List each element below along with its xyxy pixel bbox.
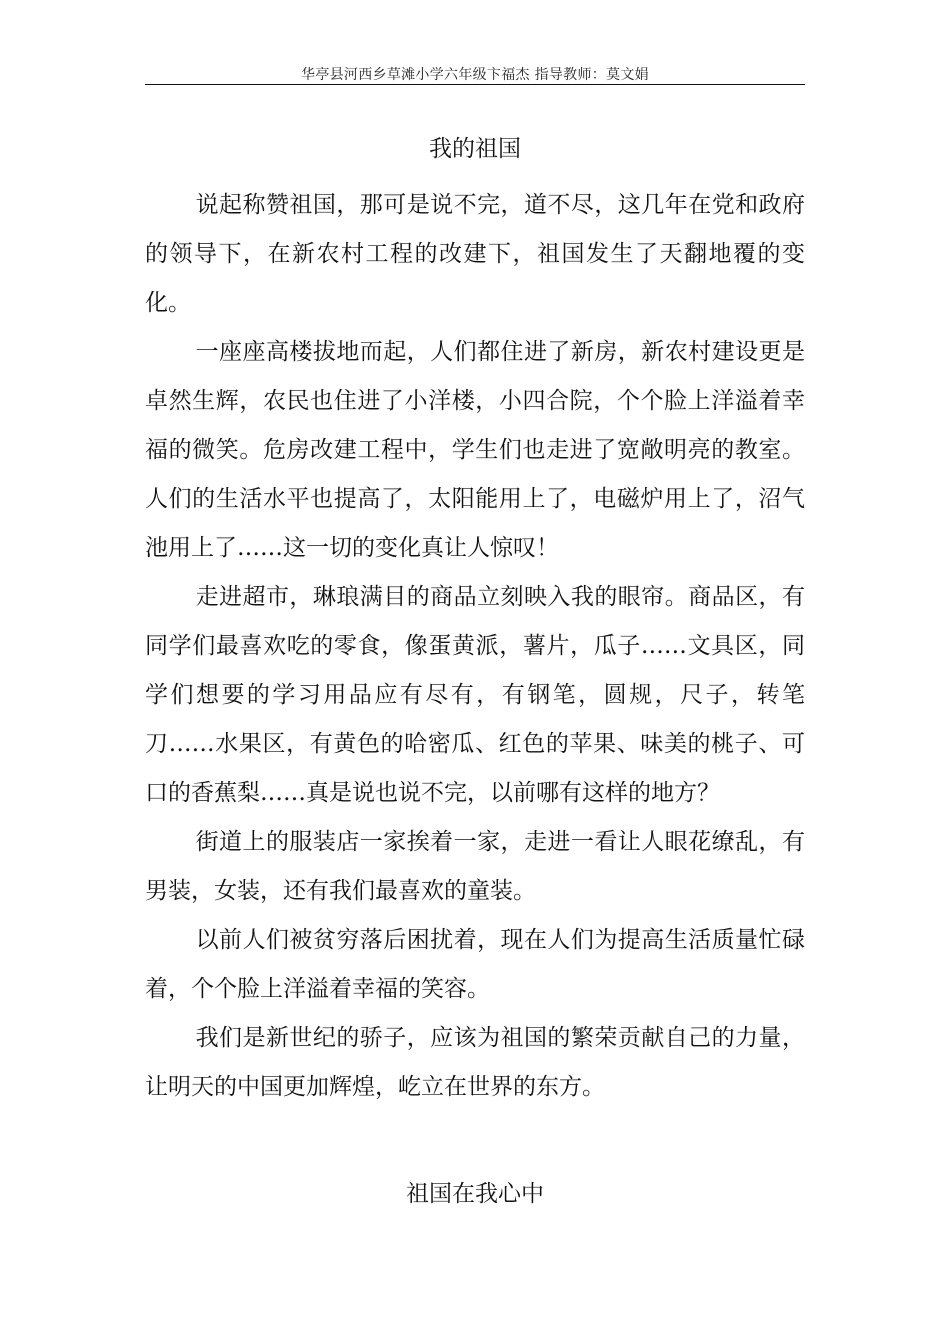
paragraph: 我们是新世纪的骄子，应该为祖国的繁荣贡献自己的力量，让明天的中国更加辉煌，屹立在世界的东方。: [145, 1025, 805, 1100]
paragraph: 街道上的服装店一家挨着一家，走进一看让人眼花缭乱，有男装，女装，还有我们最喜欢的童装。: [145, 829, 805, 904]
second-article-title: 祖国在我心中: [406, 1181, 544, 1207]
article-title: 我的祖国: [429, 136, 521, 162]
article-body: [145, 181, 805, 1112]
paragraph: 走进超市，琳琅满目的商品立刻映入我的眼帘。商品区，有同学们最喜欢吃的零食，像蛋黄派，薯片，瓜子……文具区，同学们想要的学习用品应有尽有，有钢笔，圆规，尺子，转笔刀……水果区，有黄色的哈密瓜、红色的苹果、味美的桃子、可口的香蕉梨……真是说也说不完，以前哪有这样的地方？: [145, 584, 805, 806]
paragraph: 以前人们被贫穷落后困扰着，现在人们为提高生活质量忙碌着，个个脸上洋溢着幸福的笑容。: [145, 927, 805, 1002]
page-header: 华亭县河西乡草滩小学六年级卞福杰 指导教师：莫文娟: [301, 67, 649, 83]
paragraph: 一座座高楼拔地而起，人们都住进了新房，新农村建设更是卓然生辉，农民也住进了小洋楼，小四合院，个个脸上洋溢着幸福的微笑。危房改建工程中，学生们也走进了宽敞明亮的教室。人们的生活水平也提高了，太阳能用上了，电磁炉用上了，沼气池用上了……这一切的变化真让人惊叹！: [145, 339, 805, 561]
header-rule: [145, 84, 805, 85]
paragraph: 说起称赞祖国，那可是说不完，道不尽，这几年在党和政府的领导下，在新农村工程的改建下，祖国发生了天翻地覆的变化。: [145, 192, 805, 316]
